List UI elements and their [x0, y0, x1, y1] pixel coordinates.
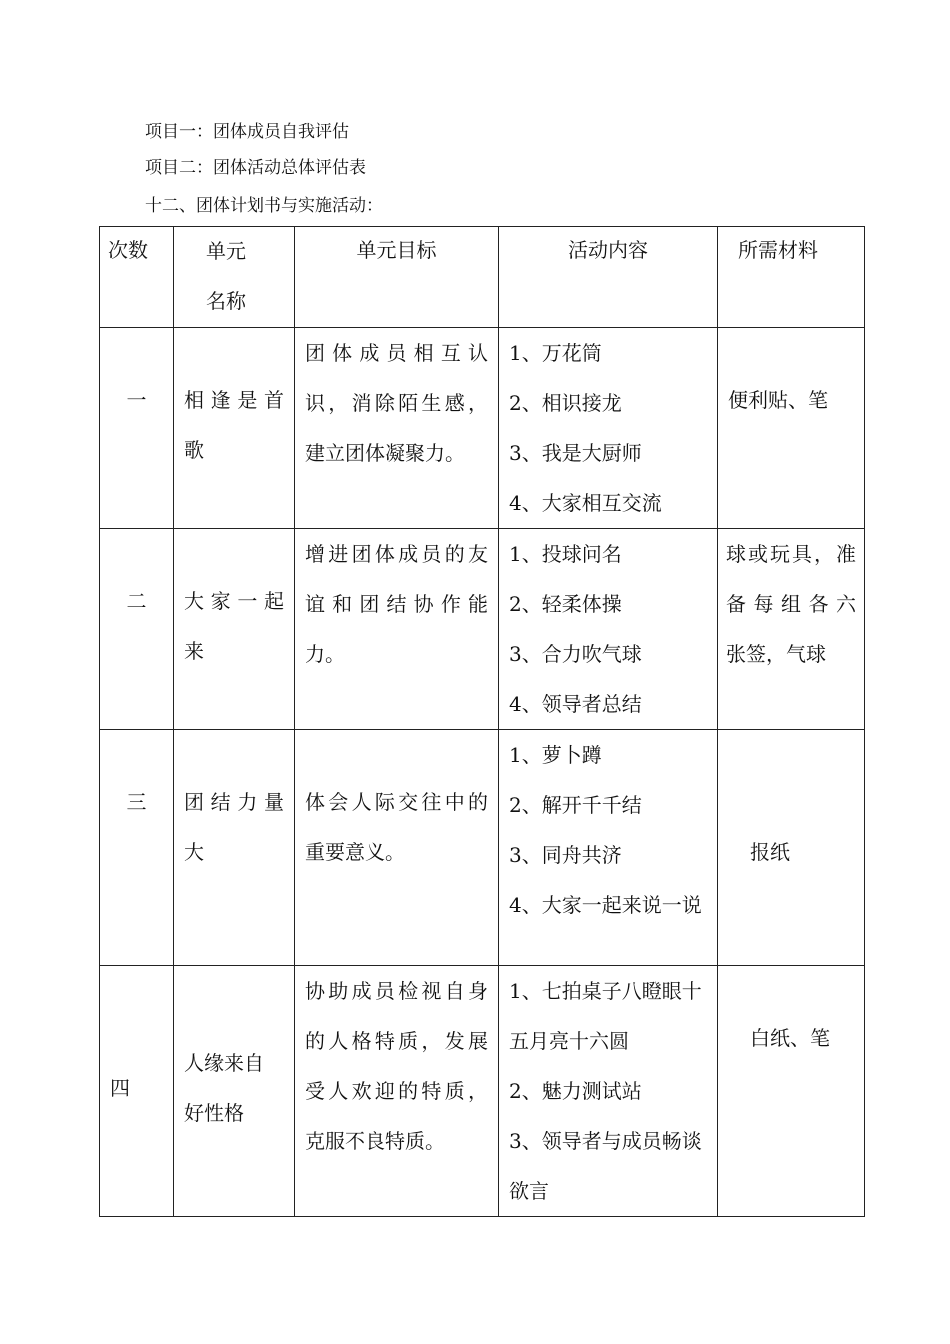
header-cell-materials — [718, 227, 865, 328]
row-1-activity: 3、我是大厨师 — [509, 441, 642, 465]
row-3-materials: 报纸 — [750, 840, 790, 864]
activity-plan-table — [99, 226, 865, 1217]
header-goal: 单元目标 — [356, 238, 437, 262]
header-content: 活动内容 — [568, 238, 648, 262]
row-1-goal-line-3: 建立团体凝聚力。 — [305, 441, 465, 465]
row-1-name-line-2: 歌 — [184, 438, 204, 462]
row-2-materials-line-3: 张签，气球 — [726, 642, 826, 666]
row-3-activity: 2、解开千千结 — [509, 793, 642, 817]
intro-line-1: 项目一：团体成员自我评估 — [145, 122, 349, 142]
header-unit-name-1: 单元 — [206, 239, 246, 263]
row-3-activity: 1、萝卜蹲 — [509, 743, 602, 767]
row-2-activity: 1、投球问名 — [509, 542, 622, 566]
row-4-name-line-2: 好性格 — [184, 1101, 244, 1125]
row-1-activity: 2、相识接龙 — [509, 391, 622, 415]
row-4-activity: 3、领导者与成员畅谈 — [509, 1129, 702, 1153]
row-4-goal-line-1: 协助成员检视自身 — [305, 979, 488, 1003]
row-1-goal-line-1: 团体成员相互认 — [305, 341, 488, 365]
row-2-activity: 3、合力吹气球 — [509, 642, 642, 666]
header-materials: 所需材料 — [738, 238, 818, 262]
row-3-goal-line-2: 重要意义。 — [305, 840, 405, 864]
row-4-goal-line-3: 受人欢迎的特质， — [305, 1079, 488, 1103]
row-3-activity: 4、大家一起来说一说 — [509, 893, 702, 917]
row-2-goal-line-2: 谊和团结协作能 — [305, 592, 488, 616]
table-header-row — [100, 227, 865, 328]
row-4-num: 四 — [110, 1076, 130, 1100]
header-unit-name-2: 名称 — [206, 289, 246, 313]
row-2-goal-line-1: 增进团体成员的友 — [305, 542, 488, 566]
row-2-num: 二 — [126, 589, 147, 613]
header-cell-unit-name — [174, 227, 295, 328]
row-3-name-line-1: 团结力量 — [184, 790, 284, 814]
header-num: 次数 — [108, 238, 148, 262]
row-4-goal-line-2: 的人格特质，发展 — [305, 1029, 488, 1053]
header-cell-num — [100, 227, 174, 328]
table-row — [100, 730, 865, 966]
row-3-name-line-2: 大 — [184, 840, 204, 864]
header-cell-content — [499, 227, 718, 328]
row-4-goal-line-4: 克服不良特质。 — [305, 1129, 445, 1153]
row-4-activity: 欲言 — [509, 1179, 549, 1203]
row-4-activity: 2、魅力测试站 — [509, 1079, 642, 1103]
row-1-activity: 4、大家相互交流 — [509, 491, 662, 515]
row-2-name-line-2: 来 — [184, 639, 204, 663]
row-4-materials: 白纸、笔 — [750, 1026, 830, 1050]
row-2-name-line-1: 大家一起 — [184, 589, 284, 613]
row-3-goal-line-1: 体会人际交往中的 — [305, 790, 488, 814]
row-1-materials: 便利贴、笔 — [728, 388, 828, 412]
intro-line-2: 项目二：团体活动总体评估表 — [145, 158, 366, 178]
row-2-activity: 2、轻柔体操 — [509, 592, 622, 616]
section-heading: 十二、团体计划书与实施活动： — [145, 196, 383, 216]
table-row — [100, 966, 865, 1217]
header-cell-goal — [295, 227, 499, 328]
row-1-goal-line-2: 识，消除陌生感， — [305, 391, 488, 415]
table-row — [100, 328, 865, 529]
row-4-name-line-1: 人缘来自 — [184, 1051, 264, 1075]
row-2-materials-line-1: 球或玩具，准 — [726, 542, 856, 566]
row-2-materials-line-2: 备每组各六 — [726, 592, 856, 616]
row-1-num: 一 — [126, 388, 147, 412]
row-3-num: 三 — [126, 790, 147, 814]
table-row — [100, 529, 865, 730]
row-1-name-line-1: 相逢是首 — [184, 388, 284, 412]
row-1-activity: 1、万花筒 — [509, 341, 602, 365]
row-4-activity: 1、七拍桌子八瞪眼十 — [509, 979, 702, 1003]
row-4-activity: 五月亮十六圆 — [509, 1029, 629, 1053]
row-2-goal-line-3: 力。 — [305, 642, 345, 666]
row-2-activity: 4、领导者总结 — [509, 692, 642, 716]
row-3-activity: 3、同舟共济 — [509, 843, 622, 867]
